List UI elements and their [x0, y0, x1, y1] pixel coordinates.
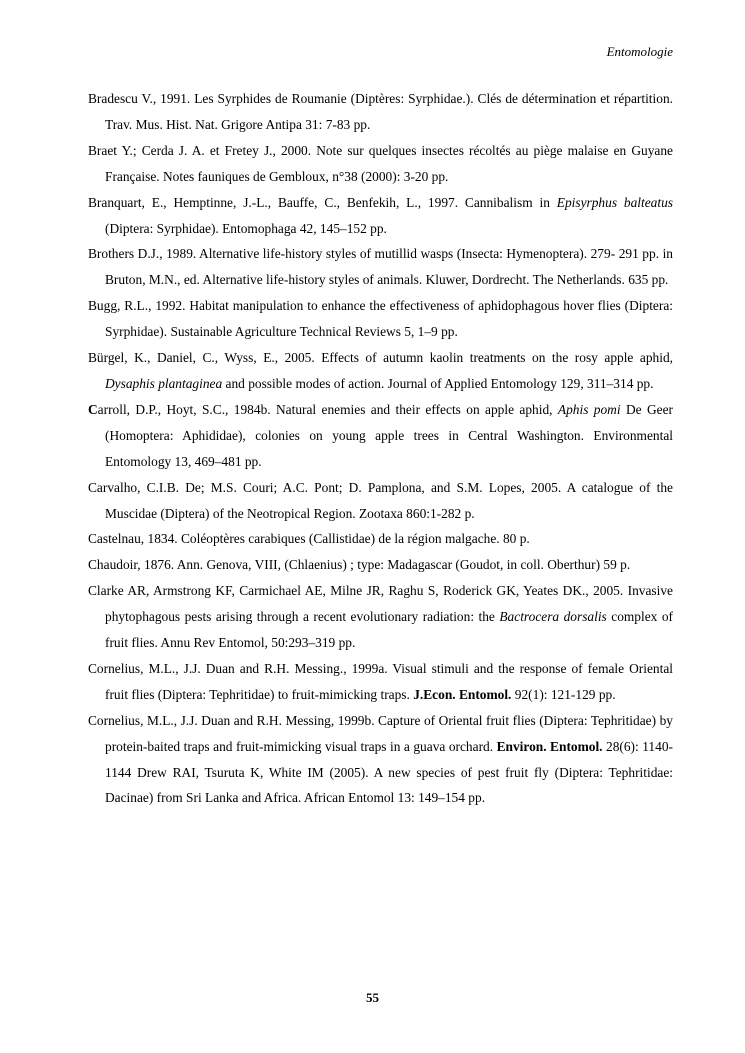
reference-entry	[88, 578, 673, 656]
reference-entry	[88, 138, 673, 190]
reference-text: 28(6): 1140-1144 Drew RAI, Tsuruta K, White IM (2005). A new species of pest fruit fly (Diptera: Tephritidae: Dacinae) from Sri Lanka and Africa. African Entomol 13: 149–154 pp.	[105, 738, 673, 806]
reference-text: 92(1): 121-129 pp.	[511, 686, 616, 702]
species-name: Dysaphis plantaginea	[105, 375, 223, 391]
reference-text: Brothers D.J., 1989. Alternative life-history styles of mutillid wasps (Insecta: Hymenoptera). 279- 291 pp. in Bruton, M.N., ed. Alternative life-history styles of animals. Kluwer, Dordrecht. The Netherlands. 635 pp.	[88, 246, 673, 288]
journal-name: Environ. Entomol.	[496, 738, 603, 754]
reference-text: Cornelius, M.L., J.J. Duan and R.H. Messing, 1999b. Capture of Oriental fruit flies (Diptera: Tephritidae) by protein-baited traps and fruit-mimicking visual traps in a guava orchard.	[88, 712, 673, 754]
reference-text: arroll, D.P., Hoyt, S.C., 1984b. Natural enemies and their effects on apple aphid,	[97, 401, 558, 417]
reference-text: Carvalho, C.I.B. De; M.S. Couri; A.C. Pont; D. Pamplona, and S.M. Lopes, 2005. A catalogue of the Muscidae (Diptera) of the Neotropical Region. Zootaxa 860:1-282 p.	[88, 479, 673, 521]
reference-text: (Diptera: Syrphidae). Entomophaga 42, 145–152 pp.	[105, 220, 387, 236]
journal-name: C	[88, 401, 98, 417]
running-header: Entomologie	[606, 44, 673, 59]
reference-entry	[88, 293, 673, 345]
reference-text: De Geer (Homoptera: Aphididae), colonies on young apple trees in Central Washington. Environmental Entomology 13, 469–481 pp.	[105, 401, 673, 469]
species-name: Episyrphus balteatus	[556, 194, 674, 210]
reference-text: Braet Y.; Cerda J. A. et Fretey J., 2000. Note sur quelques insectes récoltés au piège malaise en Guyane Française. Notes fauniques de Gembloux, n°38 (2000): 3-20 pp.	[88, 142, 673, 184]
species-name: Aphis pomi	[557, 401, 621, 417]
reference-entry	[88, 190, 673, 242]
reference-text: Chaudoir, 1876. Ann. Genova, VIII, (Chlaenius) ; type: Madagascar (Goudot, in coll. Oberthur) 59 p.	[88, 557, 631, 573]
reference-entry	[88, 397, 673, 475]
reference-text: and possible modes of action. Journal of Applied Entomology 129, 311–314 pp.	[222, 375, 654, 391]
journal-name: J.Econ. Entomol.	[413, 686, 512, 702]
reference-text: Clarke AR, Armstrong KF, Carmichael AE, Milne JR, Raghu S, Roderick GK, Yeates DK., 2005. Invasive phytophagous pests arising through a recent evolutionary radiation: the	[88, 583, 673, 625]
reference-entry	[88, 86, 673, 138]
reference-entry	[88, 345, 673, 397]
reference-entry	[88, 708, 673, 812]
reference-entry	[88, 241, 673, 293]
reference-entry	[88, 526, 673, 552]
reference-text: Castelnau, 1834. Coléoptères carabiques (Callistidae) de la région malgache. 80 p.	[88, 531, 530, 547]
reference-text: Bürgel, K., Daniel, C., Wyss, E., 2005. Effects of autumn kaolin treatments on the rosy apple aphid,	[88, 350, 673, 366]
species-name: Bactrocera dorsalis	[499, 609, 607, 625]
reference-text: Bugg, R.L., 1992. Habitat manipulation to enhance the effectiveness of aphidophagous hover flies (Diptera: Syrphidae). Sustainable Agriculture Technical Reviews 5, 1–9 pp.	[88, 298, 673, 340]
reference-entry	[88, 475, 673, 527]
reference-text: Cornelius, M.L., J.J. Duan and R.H. Messing., 1999a. Visual stimuli and the response of female Oriental fruit flies (Diptera: Tephritidae) to fruit-mimicking traps.	[88, 660, 673, 702]
reference-text: Bradescu V., 1991. Les Syrphides de Roumanie (Diptères: Syrphidae.). Clés de détermination et répartition. Trav. Mus. Hist. Nat. Grigore Antipa 31: 7-83 pp.	[88, 91, 673, 132]
page-number: 55	[366, 990, 379, 1005]
reference-entry	[88, 656, 673, 708]
reference-text: Branquart, E., Hemptinne, J.-L., Bauffe, C., Benfekih, L., 1997. Cannibalism in	[88, 194, 557, 210]
reference-text: complex of fruit flies. Annu Rev Entomol, 50:293–319 pp.	[105, 609, 673, 651]
reference-entry	[88, 552, 673, 578]
reference-list	[88, 86, 673, 811]
